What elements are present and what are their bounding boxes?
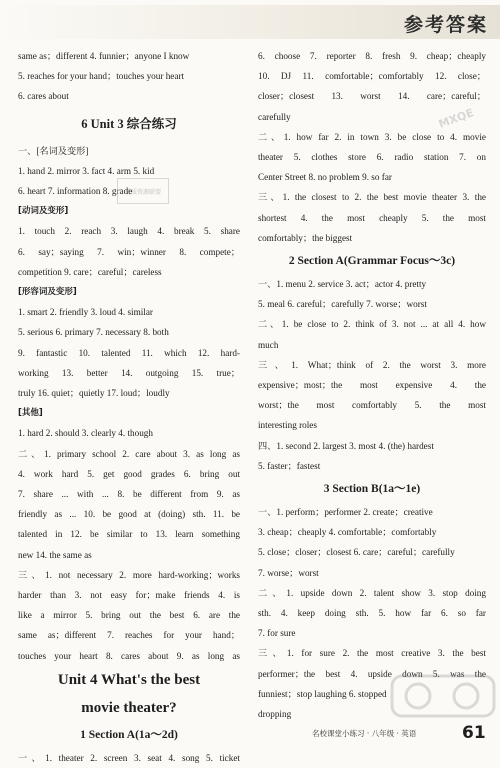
answer-line: 三、1. What；think of 2. the worst 3. more — [258, 359, 486, 370]
answer-line: closer；closest 13. worst 14. care；careful； — [258, 91, 486, 102]
answer-line: same as；different 7. reaches for your hand； — [18, 630, 240, 641]
answer-line: Center Street 8. no problem 9. so far — [258, 172, 392, 183]
answer-line: 7. worse；worst — [258, 567, 319, 578]
section-heading: 3 Section B(1a～1e) — [323, 483, 421, 496]
left-column — [18, 46, 240, 768]
watermark-logo — [388, 668, 498, 722]
answer-line: 1. hand 2. mirror 3. fact 4. arm 5. kid — [18, 165, 155, 176]
unit-heading: 6 Unit 3 综合练习 — [81, 116, 177, 131]
category-label: [动词及变形] — [18, 206, 69, 217]
answer-line: 三、1. for sure 2. the most creative 3. the best — [258, 648, 486, 659]
answer-line: 4. work hard 5. get good grades 6. bring out — [18, 468, 240, 479]
answer-line: 5. faster；fastest — [258, 460, 321, 471]
answer-line: comfortably；the biggest — [258, 232, 353, 243]
page-header — [0, 0, 500, 42]
answer-line: 5. close；closer；closest 6. care；careful；carefully — [258, 547, 455, 558]
answer-line: 7. for sure — [258, 628, 296, 639]
answer-line: interesting roles — [258, 420, 317, 431]
answer-line: 一、[名词及变形] — [18, 145, 89, 156]
section-heading: 1 Section A(1a～2d) — [80, 728, 178, 741]
watermark-mxqe-text: MXQE — [436, 106, 476, 131]
answer-line: talented in 12. be similar to 13. learn something — [18, 529, 240, 540]
category-label: [其他] — [18, 408, 43, 419]
answer-line: 1. hard 2. should 3. clearly 4. though — [18, 428, 153, 439]
answer-line: carefully — [258, 111, 291, 122]
answer-line: 一、1. perform；performer 2. create；creative — [258, 507, 433, 518]
answer-line: 5. serious 6. primary 7. necessary 8. both — [18, 327, 169, 338]
answer-line: same as；different 4. funnier；anyone I know — [18, 51, 190, 61]
answer-line: funniest；stop laughing 6. stopped — [258, 688, 387, 699]
answer-line: 一、1. theater 2. screen 3. seat 4. song 5. ticket — [18, 752, 240, 763]
stamp-overlay — [117, 178, 169, 204]
answer-line: competition 9. care；careful；careless — [18, 266, 162, 277]
answer-line: 5. meal 6. careful；carefully 7. worse；worst — [258, 299, 427, 310]
answer-line: 三、1. the closest to 2. the best movie theater 3. the — [258, 192, 486, 203]
page-number: 61 — [462, 723, 486, 743]
category-label: [形容词及变形] — [18, 287, 77, 298]
right-column — [258, 46, 486, 724]
answer-line: 3. cheap；cheaply 4. comfortable；comfortably — [258, 527, 437, 538]
answer-line: working 13. better 14. outgoing 15. true； — [18, 367, 240, 378]
answer-line: 9. fantastic 10. talented 11. which 12. hard- — [18, 347, 240, 358]
unit-heading: Unit 4 What's the best — [57, 671, 201, 688]
answer-line: theater 5. clothes store 6. radio station 7. on — [258, 152, 486, 163]
answer-line: 二、1. be close to 2. think of 3. not ... at all 4. how — [258, 319, 486, 330]
answer-line: much — [258, 339, 279, 350]
answer-line: 6. choose 7. reporter 8. fresh 9. cheap；cheaply — [258, 51, 486, 61]
answer-line: 10. DJ 11. comfortable；comfortably 12. close； — [258, 71, 486, 82]
answer-line: 5. reaches for your hand；touches your heart — [18, 71, 185, 82]
page-title: 参考答案 — [403, 14, 488, 36]
answer-line: 一、1. menu 2. service 3. act；actor 4. pretty — [258, 279, 427, 290]
answer-line: 6. say；saying 7. win；winner 8. compete； — [18, 246, 240, 257]
answer-line: 四、1. second 2. largest 3. most 4. (the) hardest — [258, 440, 434, 451]
answer-line: sth. 4. keep doing sth. 5. how far 6. so far — [258, 608, 486, 619]
answer-line: harder than 3. not easy for；make friends 4. is — [18, 590, 240, 601]
answer-line: 三、1. not necessary 2. more hard-working；works — [18, 569, 240, 580]
answer-line: 7. share ... with ... 8. be different from 9. as — [18, 489, 240, 500]
answer-line: truly 16. quiet；quietly 17. loud；loudly — [18, 388, 170, 399]
unit-heading: movie theater? — [81, 699, 177, 716]
answer-line: friendly as ... 10. be good at (doing) sth. 11. be — [18, 509, 240, 520]
answer-line: 1. smart 2. friendly 3. loud 4. similar — [18, 307, 153, 318]
page-footer — [0, 722, 500, 748]
answer-line: touches your heart 8. cares about 9. as long as — [18, 650, 240, 661]
answer-line: dropping — [258, 709, 292, 720]
answer-line: like a mirror 5. bring out the best 6. are the — [18, 610, 240, 621]
section-heading: 2 Section A(Grammar Focus～3c) — [288, 255, 456, 268]
answer-line: 6. heart 7. information 8. grade — [18, 186, 133, 197]
answer-line: worst；the most comfortably 5. the most — [258, 400, 486, 411]
answer-line: 二、1. how far 2. in town 3. be close to 4. movie — [258, 131, 486, 142]
answer-line: new 14. the same as — [18, 549, 92, 560]
answer-line: 二、1. upside down 2. talent show 3. stop doing — [258, 587, 486, 598]
answer-line: 二、1. primary school 2. care about 3. as long as — [18, 448, 240, 459]
answer-line: 1. touch 2. reach 3. laugh 4. break 5. share — [18, 226, 240, 237]
watermark-mxqe — [435, 104, 477, 132]
stamp-text: 优质资源联盟 — [124, 189, 162, 196]
answer-line: expensive；most；the most expensive 4. the — [258, 380, 486, 391]
footer-book-title: 名校课堂小练习 · 八年级 · 英语 — [312, 729, 417, 738]
answer-line: 6. cares about — [18, 91, 69, 102]
answer-line: shortest 4. the most cheaply 5. the most — [258, 212, 486, 223]
answer-line: performer；the best 4. upside down 5. was the — [258, 668, 486, 679]
